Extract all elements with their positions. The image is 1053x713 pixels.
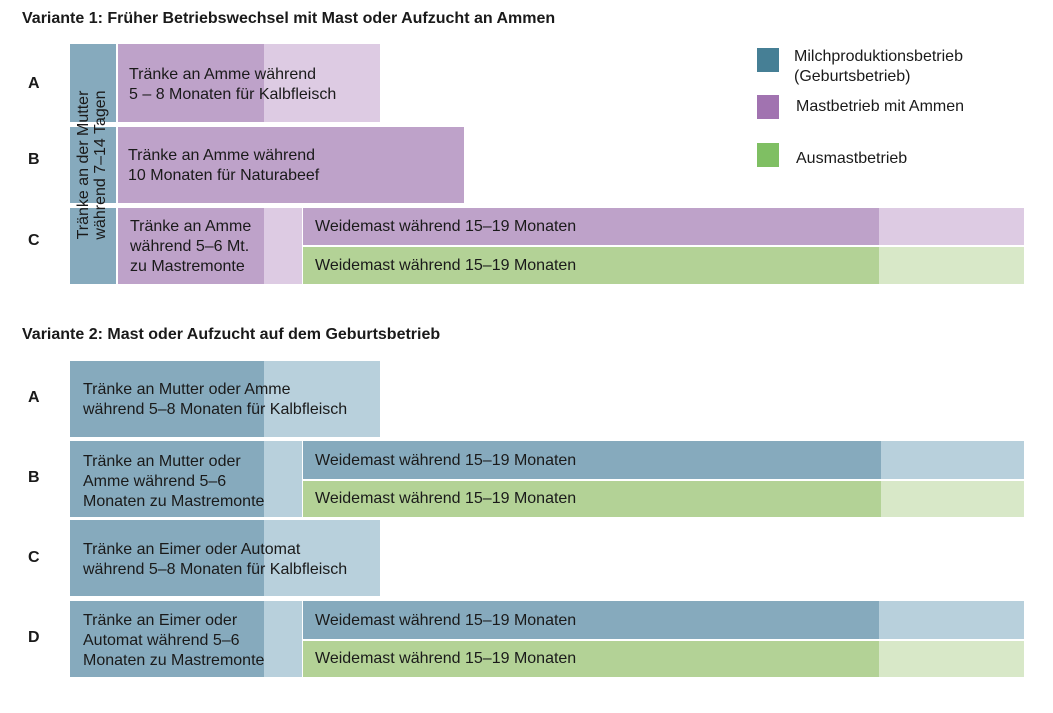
variant1-b-text: Tränke an Amme während 10 Monaten für Naturabeef xyxy=(128,147,320,184)
legend-amme-text: Mastbetrieb mit Ammen xyxy=(796,98,965,115)
variant2-heading: Variante 2: Mast oder Aufzucht auf dem Geburtsbetrieb xyxy=(22,326,441,343)
variant2-row-label-a: A xyxy=(28,389,40,406)
variant1-row-label-b: B xyxy=(28,151,40,168)
variant2-b-weide-green-text: Weidemast während 15–19 Monaten xyxy=(315,490,577,507)
variant2-d-text: Tränke an Eimer oder Automat während 5–6 Monaten zu Mastremonte xyxy=(83,612,265,669)
variant1-c-text: Tränke an Amme während 5–6 Mt. zu Mastremonte xyxy=(130,218,252,275)
variant1-c-weide-amme-range xyxy=(879,208,1024,245)
variant1-row-label-a: A xyxy=(28,75,40,92)
legend-dairy-text: Milchproduktionsbetrieb (Geburtsbetrieb) xyxy=(794,48,963,85)
variant1-mother-phase-label: Tränke an der Mutter während 7–14 Tagen xyxy=(75,90,109,240)
variant2-a-text: Tränke an Mutter oder Amme während 5–8 Monaten für Kalbfleisch xyxy=(83,381,348,418)
legend-green-swatch xyxy=(757,143,779,167)
variant1-c-weide-green-text: Weidemast während 15–19 Monaten xyxy=(315,257,577,274)
variant1-c-amme-range xyxy=(264,208,302,284)
variant1-heading: Variante 1: Früher Betriebswechsel mit Mast oder Aufzucht an Ammen xyxy=(22,10,556,27)
legend-dairy-swatch xyxy=(757,48,779,72)
variant2-row-label-c: C xyxy=(28,549,40,566)
variant2-c-text: Tränke an Eimer oder Automat während 5–8 Monaten für Kalbfleisch xyxy=(83,541,348,578)
variant1-row-label-c: C xyxy=(28,232,40,249)
variant2-d-weide-green-text: Weidemast während 15–19 Monaten xyxy=(315,650,577,667)
variant2-b-dairy-range xyxy=(264,441,302,517)
variant1-a-text: Tränke an Amme während 5 – 8 Monaten für Kalbfleisch xyxy=(129,66,337,103)
legend-green-text: Ausmastbetrieb xyxy=(796,150,908,167)
variant2-row-label-d: D xyxy=(28,629,40,646)
variant2-d-weide-green-range xyxy=(879,641,1024,677)
variant2-b-text: Tränke an Mutter oder Amme während 5–6 Monaten zu Mastremonte xyxy=(83,453,265,510)
variant2-d-weide-dairy-range xyxy=(879,601,1024,639)
variant2-row-label-b: B xyxy=(28,469,40,486)
variant1-c-weide-amme-text: Weidemast während 15–19 Monaten xyxy=(315,218,577,235)
variant2-b-weide-dairy-text: Weidemast während 15–19 Monaten xyxy=(315,452,577,469)
variant2-d-dairy-range xyxy=(264,601,302,677)
variant2-b-weide-green-range xyxy=(881,481,1024,517)
legend-amme-swatch xyxy=(757,95,779,119)
variant2-d-weide-dairy-text: Weidemast während 15–19 Monaten xyxy=(315,612,577,629)
variant2-b-weide-dairy-range xyxy=(881,441,1024,479)
variant1-c-weide-green-range xyxy=(879,247,1024,284)
